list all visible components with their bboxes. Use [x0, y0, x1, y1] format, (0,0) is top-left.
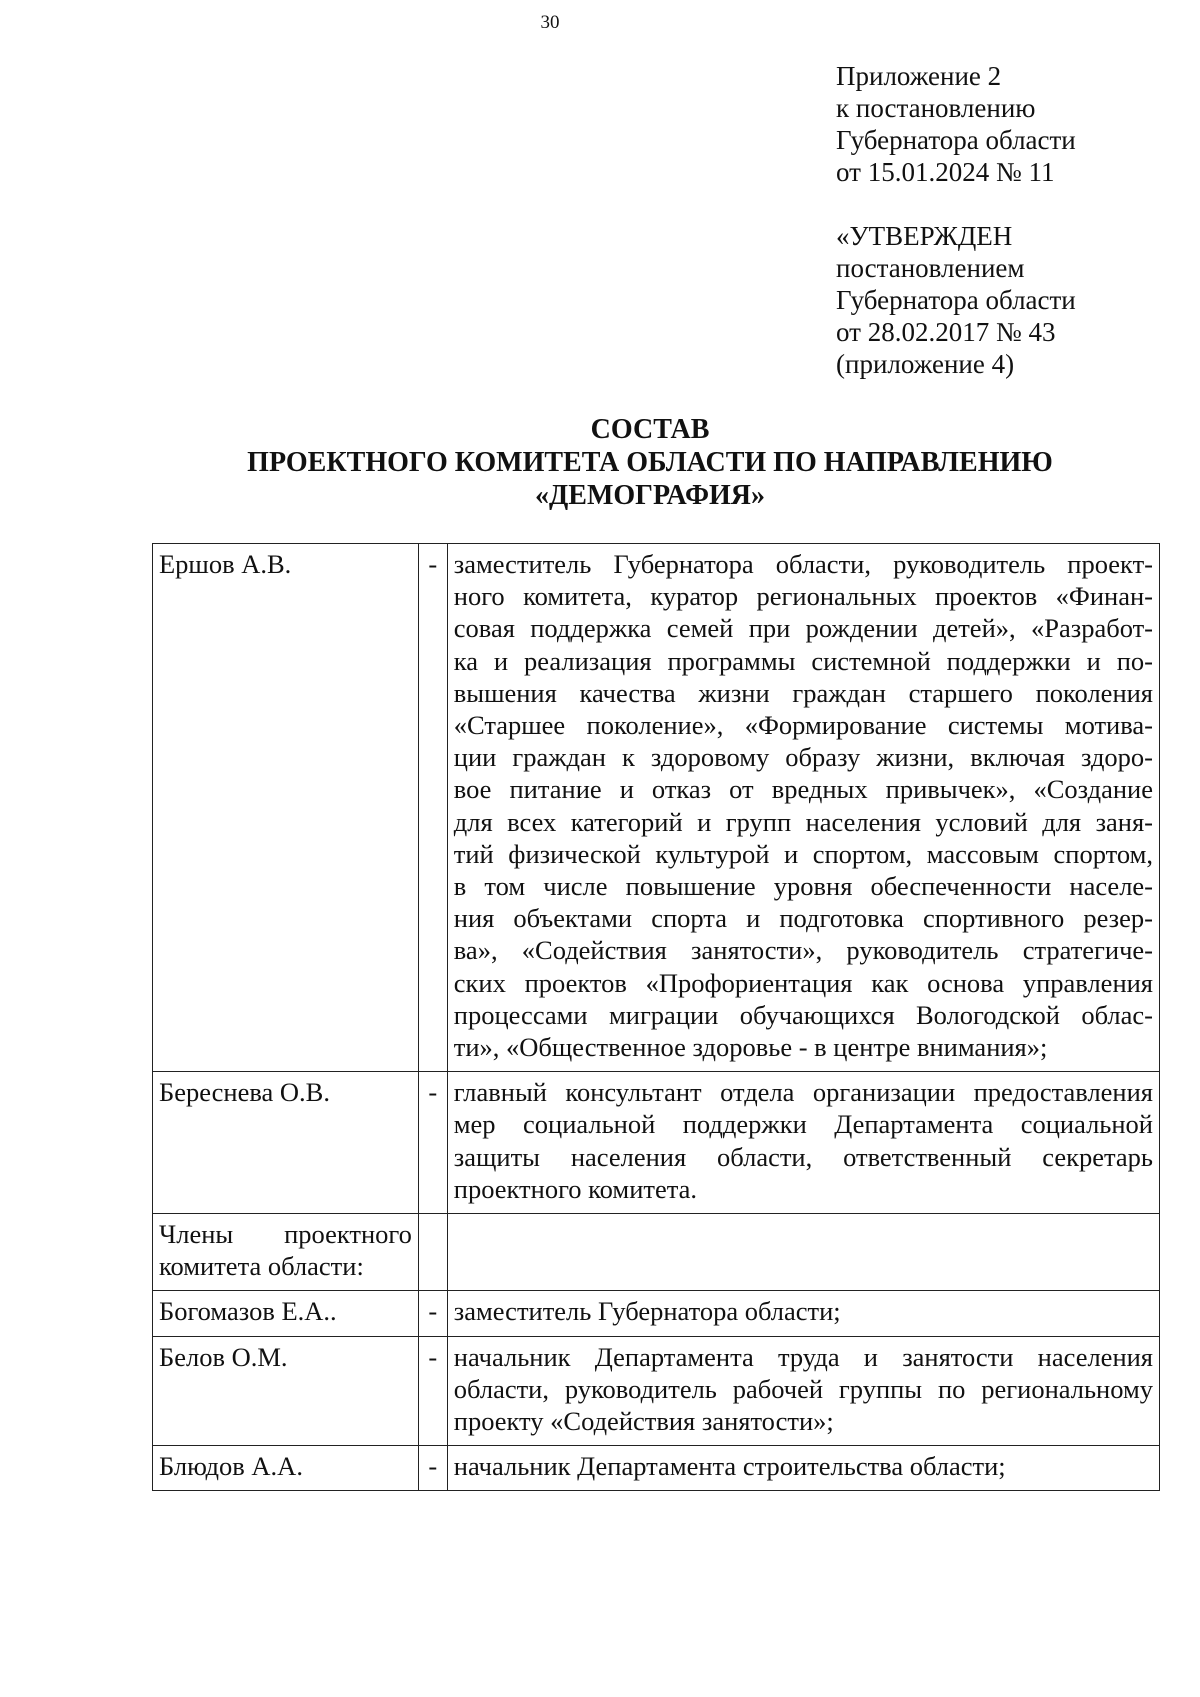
member-role-line: заместитель Губернатора области;: [453, 1296, 841, 1327]
title-line: «ДЕМОГРАФИЯ»: [535, 480, 765, 511]
member-role-cell: [447, 1336, 1159, 1446]
table-row: [153, 1214, 1160, 1291]
member-role-cell: [447, 1214, 1159, 1291]
member-name: Ершов А.В.: [159, 549, 292, 579]
approved-line: Губернатора области: [836, 285, 1076, 315]
table-row: [153, 1446, 1160, 1491]
approved-line: от 28.02.2017 № 43: [836, 317, 1056, 347]
page-number: 30: [540, 12, 560, 33]
table-row: [153, 1072, 1160, 1214]
dash-cell: [418, 544, 447, 1072]
approved-line: (приложение 4): [836, 349, 1015, 379]
member-role-line: области, руководитель рабочей группы по региональному: [453, 1373, 1153, 1404]
committee-members-table: [152, 543, 1160, 1491]
member-role-line: процессами миграции обучающихся Вологодской облас-: [453, 999, 1153, 1030]
members-section-label: Члены проектного: [159, 1219, 412, 1250]
member-role-line: ции граждан к здоровому образу жизни, включая здоро-: [453, 742, 1153, 773]
dash-cell: [418, 1214, 447, 1291]
member-role-line: ских проектов «Профориентация как основа управления: [453, 967, 1153, 998]
dash-cell: [418, 1336, 447, 1446]
dash-separator: -: [428, 1451, 438, 1482]
members-section-label: комитета области:: [159, 1251, 364, 1282]
member-role-line: проектного комитета.: [453, 1173, 698, 1204]
approved-line: «УТВЕРЖДЕН: [836, 221, 1013, 251]
member-role-line: проекту «Содействия занятости»;: [453, 1406, 834, 1437]
member-role-line: совая поддержка семей при рождении детей», «Разработ-: [453, 613, 1153, 644]
member-name: Белов О.М.: [159, 1341, 288, 1372]
member-role-line: заместитель Губернатора области, руководитель проект-: [453, 549, 1153, 579]
title-line: ПРОЕКТНОГО КОМИТЕТА ОБЛАСТИ ПО НАПРАВЛЕНИЮ: [247, 447, 1053, 478]
document-title: [150, 413, 1150, 512]
member-role-line: ти», «Общественное здоровье - в центре внимания»;: [453, 1032, 1048, 1063]
member-role-line: для всех категорий и групп населения условий для заня-: [453, 806, 1153, 837]
member-role-line: ва», «Содействия занятости», руководитель стратегиче-: [453, 935, 1153, 966]
member-role-line: защиты населения области, ответственный секретарь: [453, 1141, 1153, 1172]
member-role-line: тий физической культурой и спортом, массовым спортом,: [453, 838, 1153, 869]
member-role-line: «Старшее поколение», «Формирование системы мотива-: [453, 710, 1153, 741]
member-name: Береснева О.В.: [159, 1077, 330, 1108]
member-role-cell: [447, 1446, 1159, 1491]
dash-cell: [418, 1446, 447, 1491]
member-name-cell: [153, 1214, 419, 1291]
member-role-cell: [447, 1072, 1159, 1214]
member-role-line: мер социальной поддержки Департамента социальной: [453, 1109, 1153, 1140]
member-role-line: вышения качества жизни граждан старшего поколения: [453, 677, 1153, 708]
approval-stamp-text: [836, 220, 1076, 380]
member-role-cell: [447, 544, 1159, 1072]
member-role-line: главный консультант отдела организации предоставления: [453, 1077, 1153, 1108]
appendix-line: Губернатора области: [836, 125, 1076, 155]
dash-separator: -: [428, 1296, 438, 1327]
dash-separator: -: [428, 549, 438, 579]
appendix-line: Приложение 2: [836, 61, 1002, 91]
dash-separator: -: [428, 1341, 438, 1372]
table-row: [153, 1291, 1160, 1336]
member-name-cell: [153, 1446, 419, 1491]
member-name-cell: [153, 544, 419, 1072]
table-row: [153, 544, 1160, 1072]
appendix-reference: [836, 60, 1076, 188]
member-role-line: ния объектами спорта и подготовка спортивного резер-: [453, 903, 1153, 934]
member-role-line: ного комитета, куратор региональных проектов «Финан-: [453, 581, 1153, 612]
appendix-line: от 15.01.2024 № 11: [836, 157, 1055, 187]
table-row: [153, 1336, 1160, 1446]
member-name-cell: [153, 1291, 419, 1336]
title-line: СОСТАВ: [590, 414, 710, 445]
dash-separator: -: [428, 1077, 438, 1108]
member-name-cell: [153, 1072, 419, 1214]
member-role-cell: [447, 1291, 1159, 1336]
dash-cell: [418, 1072, 447, 1214]
approved-line: постановлением: [836, 253, 1025, 283]
member-role-line: вое питание и отказ от вредных привычек», «Создание: [453, 774, 1153, 805]
member-name: Богомазов Е.А..: [159, 1296, 337, 1327]
member-name-cell: [153, 1336, 419, 1446]
member-role-line: в том числе повышение уровня обеспеченности населе-: [453, 871, 1153, 902]
member-role-line: начальник Департамента строительства области;: [453, 1451, 1006, 1482]
member-role-line: ка и реализация программы системной поддержки и по-: [453, 645, 1153, 676]
dash-cell: [418, 1291, 447, 1336]
appendix-line: к постановлению: [836, 93, 1036, 123]
member-role-line: начальник Департамента труда и занятости населения: [453, 1341, 1153, 1372]
member-name: Блюдов А.А.: [159, 1451, 303, 1482]
